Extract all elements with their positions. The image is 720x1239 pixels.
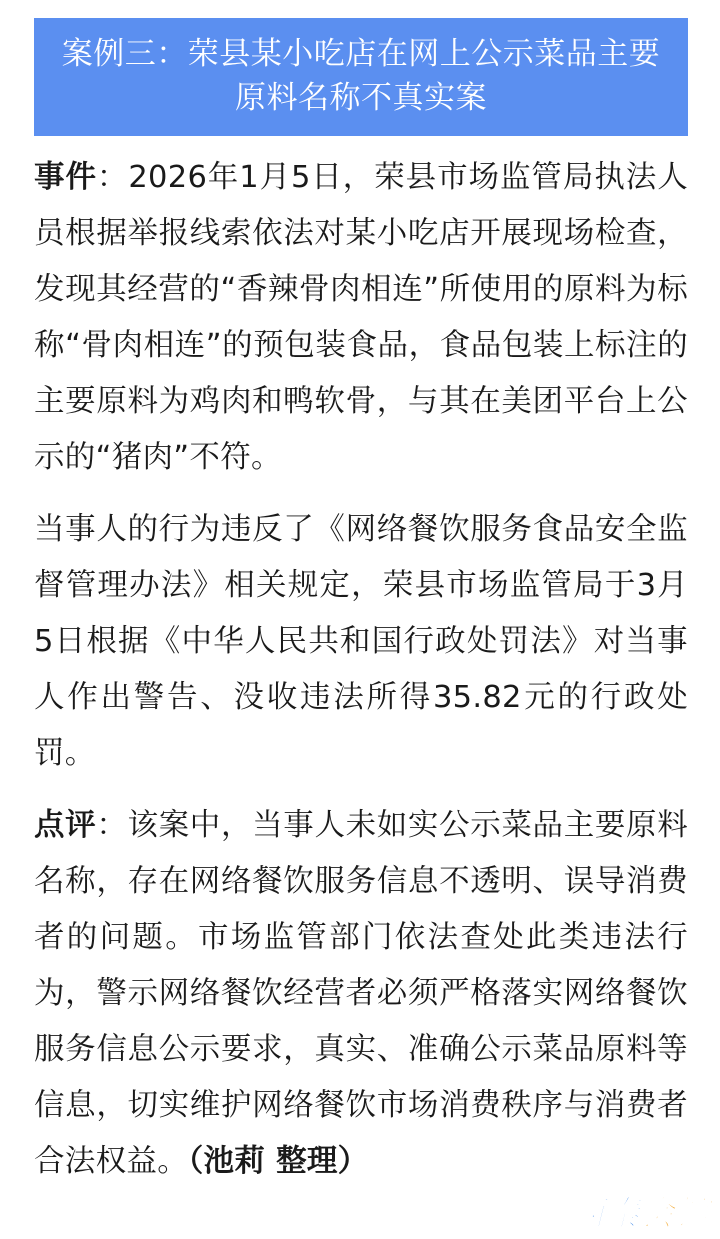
comment-label: 点评 (34, 808, 97, 843)
case-title-banner (34, 18, 688, 136)
comment-text: ：该案中，当事人未如实公示菜品主要原料名称，存在网络餐饮服务信息不透明、误导消费者的问题。市场监管部门依法查处此类违法行为，警示网络餐饮经营者必须严格落实网络餐饮服务信息公示要求，真实、准确公示菜品原料等信息，切实维护网络餐饮市场消费秩序与消费者合法权益。 (34, 808, 688, 1179)
event-paragraph (34, 150, 688, 486)
site-watermark-logo (570, 1186, 710, 1235)
editor-signature: （池莉 整理） (188, 1144, 369, 1179)
case-title-line-2: 原料名称不真实案 (235, 80, 487, 116)
comment-paragraph (34, 798, 688, 1190)
event-text: ：2026年1月5日，荣县市场监管局执法人员根据举报线索依法对某小吃店开展现场检查，发现其经营的“香辣骨肉相连”所使用的原料为标称“骨肉相连”的预包装食品，食品包装上标注的主要原料为鸡肉和鸭软骨，与其在美团平台上公示的“猪肉”不符。 (34, 160, 688, 475)
penalty-paragraph (34, 502, 688, 782)
watermark-part-2: 会馆 (640, 1194, 710, 1234)
event-label: 事件 (34, 160, 97, 195)
watermark-part-1: 西秦 (570, 1194, 640, 1234)
penalty-text: 当事人的行为违反了《网络餐饮服务食品安全监督管理办法》相关规定，荣县市场监管局于3月5日根据《中华人民共和国行政处罚法》对当事人作出警告、没收违法所得35.82元的行政处罚。 (34, 512, 688, 771)
article-body (34, 150, 688, 1206)
case-title-line-1: 案例三：荣县某小吃店在网上公示菜品主要 (61, 36, 661, 72)
